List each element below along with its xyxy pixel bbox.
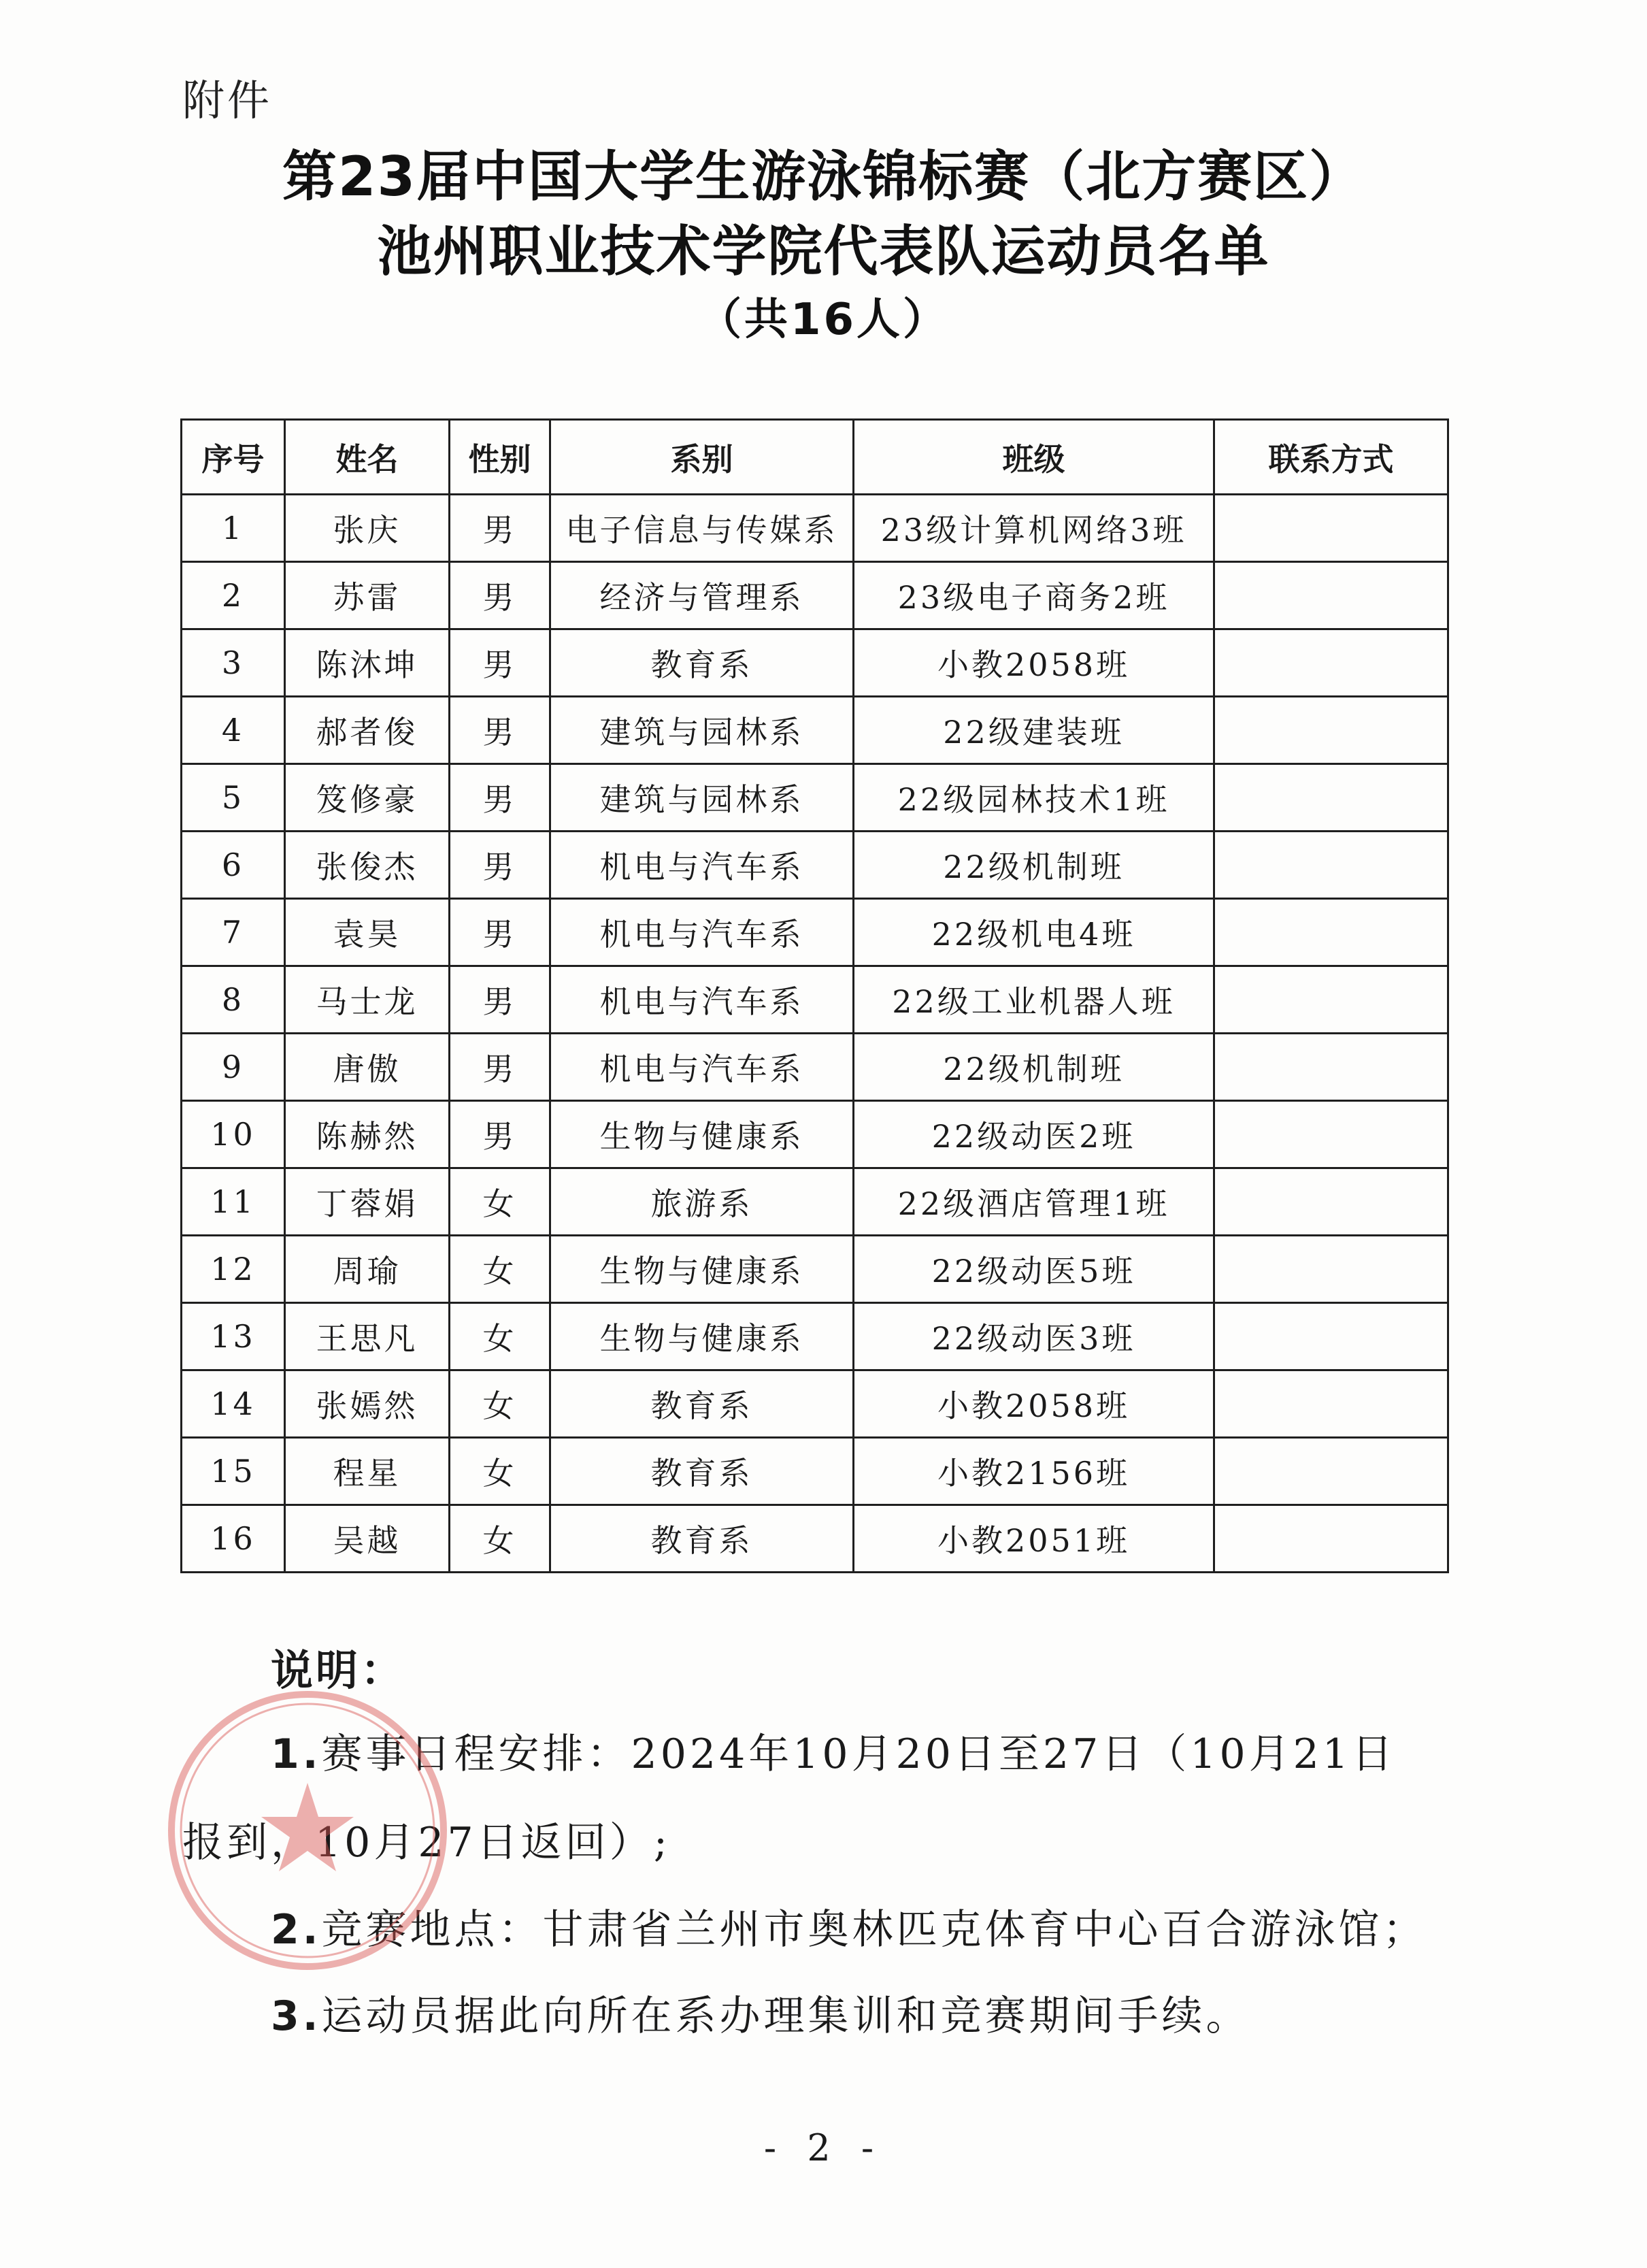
cell-gender: 男 [450, 495, 550, 562]
cell-gender: 女 [450, 1303, 550, 1370]
note-number: 2. [271, 1906, 322, 1954]
column-header-no: 序号 [182, 420, 285, 495]
cell-no: 10 [182, 1101, 285, 1168]
athlete-roster-table [180, 418, 1449, 1573]
cell-gender: 女 [450, 1505, 550, 1573]
note-item-1-continued: 报到，10月27日返回）; [182, 1819, 671, 1867]
cell-department: 机电与汽车系 [550, 1034, 854, 1101]
cell-no: 16 [182, 1505, 285, 1573]
cell-class: 22级动医5班 [854, 1236, 1214, 1303]
note-number: 1. [271, 1730, 322, 1778]
cell-name: 唐傲 [285, 1034, 450, 1101]
column-header-gender: 性别 [450, 420, 550, 495]
cell-class: 22级工业机器人班 [854, 966, 1214, 1034]
note-item-3 [271, 1984, 1250, 2042]
cell-department: 建筑与园林系 [550, 697, 854, 764]
table-row [182, 832, 1448, 899]
cell-no: 6 [182, 832, 285, 899]
cell-department: 教育系 [550, 1505, 854, 1573]
cell-department: 生物与健康系 [550, 1101, 854, 1168]
cell-name: 张俊杰 [285, 832, 450, 899]
cell-department: 生物与健康系 [550, 1303, 854, 1370]
cell-no: 4 [182, 697, 285, 764]
document-subtitle: 池州职业技术学院代表队运动员名单 [377, 220, 1270, 283]
table-header-row [182, 420, 1448, 495]
cell-gender: 男 [450, 697, 550, 764]
cell-gender: 女 [450, 1438, 550, 1505]
cell-gender: 男 [450, 764, 550, 832]
cell-department: 教育系 [550, 629, 854, 697]
page-number: - 2 - [763, 2126, 884, 2169]
cell-department: 经济与管理系 [550, 562, 854, 629]
official-seal [158, 1681, 457, 1980]
table-row [182, 1168, 1448, 1236]
cell-gender: 女 [450, 1168, 550, 1236]
cell-gender: 女 [450, 1236, 550, 1303]
cell-contact [1214, 562, 1448, 629]
cell-gender: 男 [450, 1034, 550, 1101]
cell-class: 22级建装班 [854, 697, 1214, 764]
cell-no: 2 [182, 562, 285, 629]
cell-name: 周瑜 [285, 1236, 450, 1303]
cell-name: 陈沐坤 [285, 629, 450, 697]
cell-no: 1 [182, 495, 285, 562]
cell-department: 机电与汽车系 [550, 899, 854, 966]
attachment-label: 附件 [182, 76, 273, 125]
cell-class: 小教2051班 [854, 1505, 1214, 1573]
cell-no: 5 [182, 764, 285, 832]
cell-contact [1214, 697, 1448, 764]
cell-no: 15 [182, 1438, 285, 1505]
cell-class: 小教2058班 [854, 629, 1214, 697]
cell-department: 电子信息与传媒系 [550, 495, 854, 562]
note-text: 竞赛地点：甘肃省兰州市奥林匹克体育中心百合游泳馆； [321, 1906, 1427, 1954]
cell-department: 建筑与园林系 [550, 764, 854, 832]
cell-no: 11 [182, 1168, 285, 1236]
cell-no: 12 [182, 1236, 285, 1303]
table-row [182, 764, 1448, 832]
cell-class: 23级计算机网络3班 [854, 495, 1214, 562]
cell-department: 教育系 [550, 1370, 854, 1438]
cell-gender: 男 [450, 966, 550, 1034]
cell-class: 23级电子商务2班 [854, 562, 1214, 629]
cell-name: 丁蓉娟 [285, 1168, 450, 1236]
cell-class: 22级动医3班 [854, 1303, 1214, 1370]
cell-contact [1214, 966, 1448, 1034]
notes-title: 说明： [271, 1645, 406, 1695]
cell-class: 22级机制班 [854, 832, 1214, 899]
cell-department: 生物与健康系 [550, 1236, 854, 1303]
cell-no: 13 [182, 1303, 285, 1370]
cell-class: 小教2156班 [854, 1438, 1214, 1505]
cell-contact [1214, 1438, 1448, 1505]
cell-gender: 男 [450, 562, 550, 629]
cell-contact [1214, 764, 1448, 832]
cell-no: 14 [182, 1370, 285, 1438]
cell-name: 张嫣然 [285, 1370, 450, 1438]
cell-class: 小教2058班 [854, 1370, 1214, 1438]
cell-department: 机电与汽车系 [550, 832, 854, 899]
cell-name: 程星 [285, 1438, 450, 1505]
cell-no: 7 [182, 899, 285, 966]
note-number: 3. [271, 1992, 322, 2040]
cell-department: 旅游系 [550, 1168, 854, 1236]
cell-name: 苏雷 [285, 562, 450, 629]
cell-contact [1214, 1303, 1448, 1370]
cell-contact [1214, 1101, 1448, 1168]
cell-class: 22级机电4班 [854, 899, 1214, 966]
cell-class: 22级酒店管理1班 [854, 1168, 1214, 1236]
cell-gender: 男 [450, 899, 550, 966]
cell-class: 22级动医2班 [854, 1101, 1214, 1168]
cell-name: 陈赫然 [285, 1101, 450, 1168]
cell-no: 3 [182, 629, 285, 697]
cell-contact [1214, 1236, 1448, 1303]
cell-contact [1214, 629, 1448, 697]
table-body [182, 495, 1448, 1573]
cell-class: 22级园林技术1班 [854, 764, 1214, 832]
cell-gender: 女 [450, 1370, 550, 1438]
cell-name: 张庆 [285, 495, 450, 562]
cell-name: 王思凡 [285, 1303, 450, 1370]
cell-contact [1214, 1168, 1448, 1236]
table-row [182, 1236, 1448, 1303]
cell-gender: 男 [450, 629, 550, 697]
cell-department: 教育系 [550, 1438, 854, 1505]
table-row [182, 697, 1448, 764]
table-row [182, 1505, 1448, 1573]
column-header-department: 系别 [550, 420, 854, 495]
cell-name: 马士龙 [285, 966, 450, 1034]
table-row [182, 1101, 1448, 1168]
column-header-contact: 联系方式 [1214, 420, 1448, 495]
table-row [182, 1438, 1448, 1505]
cell-class: 22级机制班 [854, 1034, 1214, 1101]
cell-department: 机电与汽车系 [550, 966, 854, 1034]
table-row [182, 1370, 1448, 1438]
cell-name: 袁昊 [285, 899, 450, 966]
table-row [182, 629, 1448, 697]
cell-contact [1214, 495, 1448, 562]
cell-gender: 男 [450, 1101, 550, 1168]
cell-gender: 男 [450, 832, 550, 899]
table-row [182, 1034, 1448, 1101]
headcount-label: （共16人） [697, 295, 950, 345]
cell-contact [1214, 1370, 1448, 1438]
cell-name: 吴越 [285, 1505, 450, 1573]
cell-no: 9 [182, 1034, 285, 1101]
cell-name: 笈修豪 [285, 764, 450, 832]
table-row [182, 899, 1448, 966]
cell-contact [1214, 1505, 1448, 1573]
note-text: 运动员据此向所在系办理集训和竞赛期间手续。 [321, 1992, 1250, 2040]
cell-no: 8 [182, 966, 285, 1034]
table-row [182, 495, 1448, 562]
cell-contact [1214, 832, 1448, 899]
cell-contact [1214, 1034, 1448, 1101]
column-header-class: 班级 [854, 420, 1214, 495]
table-row [182, 966, 1448, 1034]
cell-name: 郝者俊 [285, 697, 450, 764]
table-row [182, 562, 1448, 629]
cell-contact [1214, 899, 1448, 966]
note-text: 赛事日程安排：2024年10月20日至27日（10月21日 [321, 1730, 1396, 1778]
table-row [182, 1303, 1448, 1370]
document-title: 第23届中国大学生游泳锦标赛（北方赛区） [282, 145, 1365, 208]
column-header-name: 姓名 [285, 420, 450, 495]
